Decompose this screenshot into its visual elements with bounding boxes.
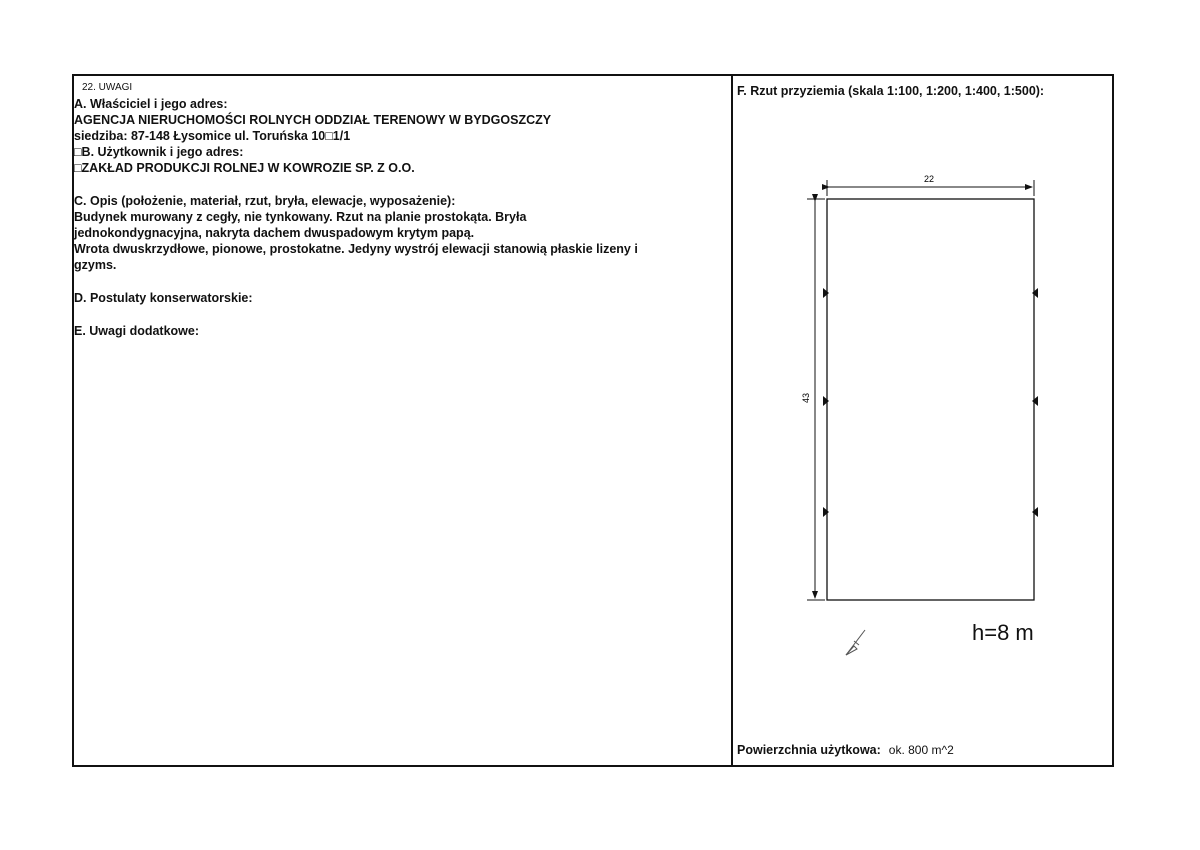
conservation-heading: D. Postulaty konserwatorskie: [74,291,253,305]
user-name: □ZAKŁAD PRODUKCJI ROLNEJ W KOWROZIE SP. Z O.O. [74,161,415,175]
building-height: h=8 m [972,620,1034,645]
description-line-1: Budynek murowany z cegły, nie tynkowany. Rzut na planie prostokąta. Bryła [74,210,527,224]
inventory-card [72,74,1114,767]
usable-area-label: Powierzchnia użytkowa: [737,743,881,757]
north-arrow-icon [846,630,865,655]
owner-name: AGENCJA NIERUCHOMOŚCI ROLNYCH ODDZIAŁ TERENOWY W BYDGOSZCZY [74,113,552,127]
floor-plan-heading: F. Rzut przyziemia (skala 1:100, 1:200, 1:400, 1:500): [737,84,1045,98]
pilaster-markers [823,288,1038,517]
description-line-2: jednokondygnacyjna, nakryta dachem dwuspadowym krytym papą. [74,226,475,240]
remarks-text [74,96,729,339]
remarks-panel [74,76,731,765]
description-heading: C. Opis (położenie, materiał, rzut, bryła, elewacje, wyposażenie): [74,194,456,208]
additional-remarks-heading: E. Uwagi dodatkowe: [74,324,200,338]
floor-plan-panel [733,76,1112,765]
width-value: 22 [923,174,935,184]
user-heading: □B. Użytkownik i jego adres: [74,145,244,159]
floor-plan-drawing [733,76,1113,766]
description-line-4: gzyms. [74,258,117,272]
section-label: 22. UWAGI [82,82,133,93]
owner-address: siedziba: 87-148 Łysomice ul. Toruńska 10□1/1 [74,129,351,143]
building-outline [827,199,1034,600]
usable-area [737,741,954,759]
usable-area-value: ok. 800 m^2 [888,743,954,757]
width-dimension [827,174,1034,196]
length-dimension [801,199,825,600]
description-line-3: Wrota dwuskrzydłowe, pionowe, prostokatne. Jedyny wystrój elewacji stanowią płaskie lizeny i [74,242,638,256]
length-value: 43 [801,392,811,404]
owner-heading: A. Właściciel i jego adres: [74,97,228,111]
